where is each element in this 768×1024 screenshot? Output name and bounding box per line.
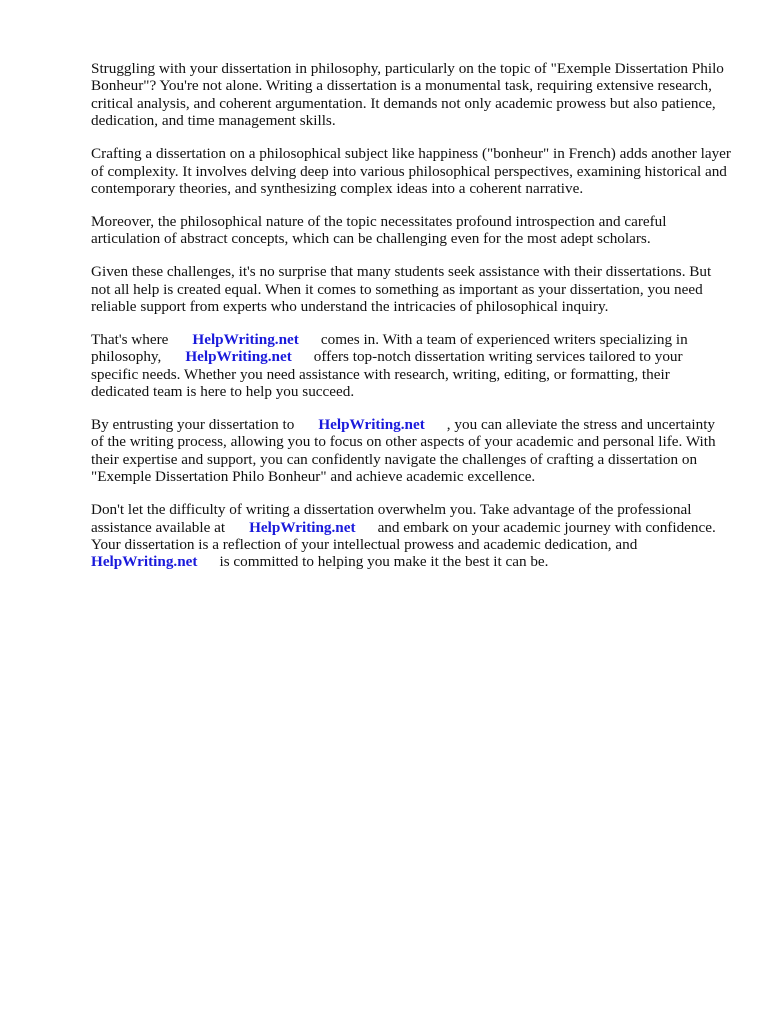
paragraph-intro: Struggling with your dissertation in philosophy, particularly on the topic of "Exemple Dissertation Philo Bonheur"? You're not alone. Writing a dissertation is a monumental task, requiring extensive research, critical analysis, and coherent argumentation. It demands not only academic prowess but also patience, dedication, and time management skills. <box>91 60 724 130</box>
paragraph-text: comes in. With a team of experienced writers specializing in philosophy, <box>91 330 688 366</box>
paragraph-introspection: Moreover, the philosophical nature of the topic necessitates profound introspection and careful articulation of abstract concepts, which can be challenging even for the most adept scholars. <box>91 212 667 248</box>
helpwriting-link[interactable]: HelpWriting.net <box>192 330 299 348</box>
paragraph-complexity: Crafting a dissertation on a philosophical subject like happiness ("bonheur" in French) adds another layer of complexity. It involves delving deep into various philosophical perspectives, examining historical and contemporary theories, and synthesizing complex ideas into a coherent narrative. <box>91 145 731 197</box>
helpwriting-link[interactable]: HelpWriting.net <box>318 416 425 433</box>
paragraph-service-intro <box>91 331 731 401</box>
paragraph-text: Don't let the difficulty of writing a dissertation overwhelm you. Take advantage of the professional assistance available at <box>91 501 692 536</box>
paragraph-text: and embark on your academic journey with confidence. Your dissertation is a reflection of your intellectual prowess and academic dedication, and <box>91 518 716 553</box>
paragraph-entrusting <box>91 416 731 486</box>
paragraph-text: offers top-notch dissertation writing services tailored to your specific needs. Whether you need assistance with research, writing, editing, or formatting, their dedicated team is here to help you succeed. <box>91 348 683 401</box>
paragraph-challenges: Given these challenges, it's no surprise that many students seek assistance with their dissertations. But not all help is created equal. When it comes to something as important as your dissertation, you need reliable support from experts who understand the intricacies of philosophical inquiry. <box>91 263 712 315</box>
helpwriting-link[interactable]: HelpWriting.net <box>249 518 356 536</box>
helpwriting-link[interactable]: HelpWriting.net <box>185 348 292 366</box>
paragraph-text: is committed to helping you make it the best it can be. <box>219 553 549 571</box>
paragraph-text: By entrusting your dissertation to <box>91 416 295 433</box>
paragraph-text: That's where <box>91 330 169 348</box>
helpwriting-link[interactable]: HelpWriting.net <box>91 553 198 571</box>
paragraph-closing <box>91 501 731 571</box>
document-body <box>91 60 731 586</box>
paragraph-text: , you can alleviate the stress and uncertainty of the writing process, allowing you to focus on other aspects of your academic and personal life. With their expertise and support, you can confidently navigate the challenges of crafting a dissertation on "Exemple Dissertation Philo Bonheur" and achieve academic excellence. <box>91 416 716 486</box>
